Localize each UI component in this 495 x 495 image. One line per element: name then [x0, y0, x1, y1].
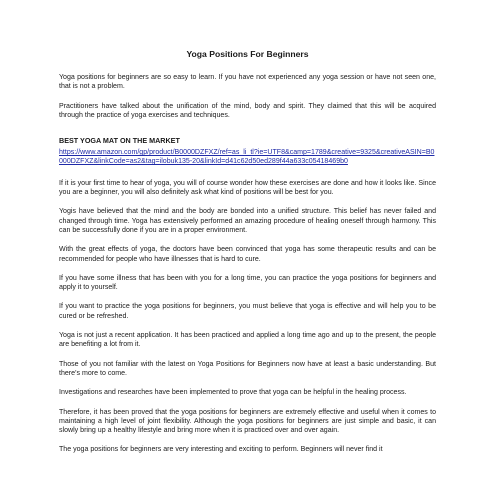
body-paragraph: Those of you not familiar with the latest on Yoga Positions for Beginners now have at least a basic understanding. But there’s more to come.: [59, 360, 436, 377]
body-paragraph: If you have some illness that has been with you for a long time, you can practice the yoga positions for beginners and apply it to yourself.: [59, 274, 436, 292]
body-paragraph: Yoga is not just a recent application. It has been practiced and applied a long time ago and up to the present, the people are benefiting a lot from it.: [59, 332, 436, 349]
intro-paragraph: Yoga positions for beginners are so easy to learn. If you have not experienced any yoga session or have not seen one, that is not a problem.: [59, 74, 436, 91]
document-title: Yoga Positions For Beginners: [186, 49, 309, 59]
body-paragraph: Yogis have believed that the mind and the body are bonded into a unified structure. This belief has never failed and changed through time. Yoga has extensively performed an amazing procedure of healing oneself through harmony. This can be successfully done if you are in a proper environment.: [59, 208, 436, 234]
body-paragraph: If you want to practice the yoga positions for beginners, you must believe that yoga is effective and will help you to be cured or be refreshed.: [59, 303, 436, 320]
intro-paragraph: Practitioners have talked about the unification of the mind, body and spirit. They claimed that this will be acquired through the practice of yoga exercises and techniques.: [59, 102, 436, 119]
body-paragraph: Therefore, it has been proved that the yoga positions for beginners are extremely effective and useful when it comes to maintaining a high level of joint flexibility. Although the yoga positions for beginners are just simple and basic, it can slowly bring up a healthy lifestyle and bring more when it is practiced over and over again.: [59, 408, 436, 435]
body-paragraph: Investigations and researches have been implemented to prove that yoga can be helpful in the healing process.: [59, 389, 407, 397]
product-link[interactable]: https://www.amazon.com/gp/product/B0000DZFXZ/ref=as_li_tl?ie=UTF8&camp=1789&creative=9325&creativeASIN=B0000DZFXZ&linkCode=as2&tag=ilobuk135-20&linkId=d41c62d50ed289f44a633c05418469b0: [59, 149, 435, 166]
body-paragraph: With the great effects of yoga, the doctors have been convinced that yoga has some therapeutic results and can be recommended for people who have illnesses that is hard to cure.: [59, 246, 436, 263]
section-heading: BEST YOGA MAT ON THE MARKET: [59, 136, 180, 146]
body-paragraph: If it is your first time to hear of yoga, you will of course wonder how these exercises are done and how it looks like. Since you are a beginner, you will also definitely ask what kind of positions will be best for you.: [59, 179, 436, 197]
body-paragraph: The yoga positions for beginners are very interesting and exciting to perform. Beginners will never find it: [59, 446, 383, 454]
